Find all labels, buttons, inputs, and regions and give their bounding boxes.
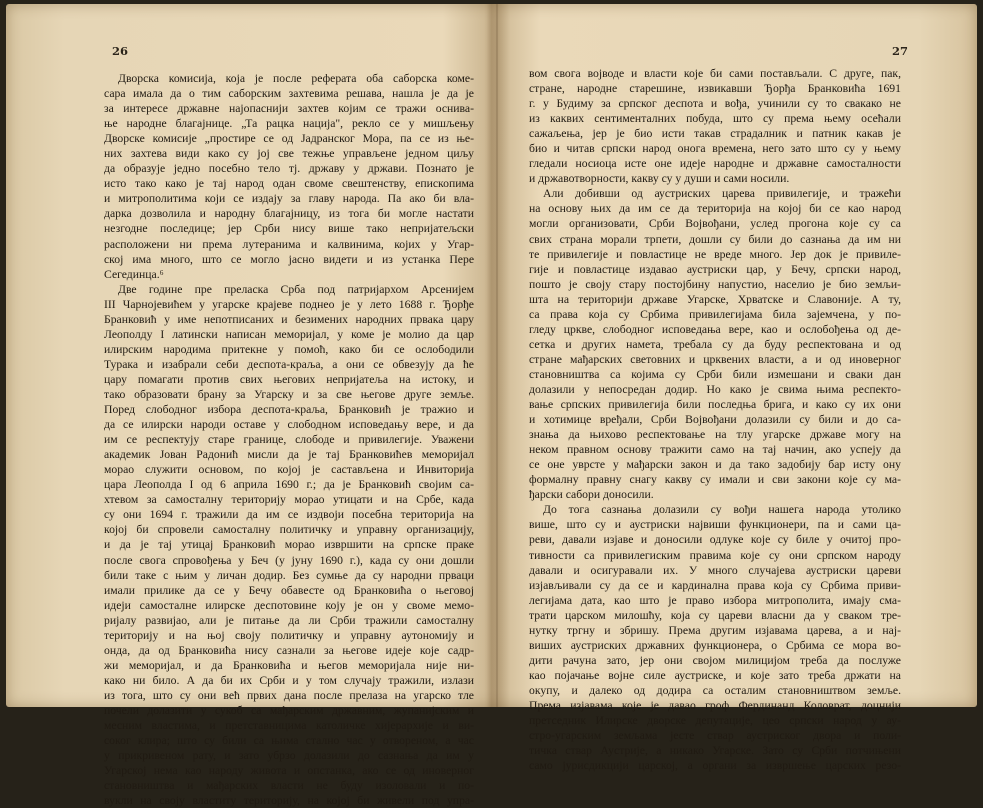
text-line: академик Јован Радонић мисли да је тај Бранковићев меморијал (104, 448, 474, 462)
text-line: Бранковић у име непотписаних и безимених народних првака цару (104, 312, 474, 326)
text-line: ској има много, што се могло јасно видети и из устанка Пере (104, 252, 474, 266)
text-line: као појачање војне силе аустриске, и које зато треба држати на (529, 668, 901, 682)
text-line: знања да њихово респектовање на тлу угарске државе могу на (529, 428, 901, 442)
text-line: Поред слободног избора деспота-краља, Бранковић је тражио и (104, 403, 474, 417)
text-line: само јурисдикцији царској, а органи за извршење царских резо- (529, 759, 901, 773)
text-line: се оне уврсте у мађарски закон и да тако задобију бар исту ону (529, 458, 901, 472)
text-line: соког клира; што су били са њима стално час у отвореном, а час (104, 734, 474, 748)
text-line: нутку тргну и збришу. Према другим изјавама царева, а и нај- (529, 623, 901, 637)
text-line: незгодне последице; јер Срби нису више тако непријатељски (104, 222, 474, 236)
text-line: територију и на њој своју политичку и управну аутономију и (104, 628, 474, 642)
text-line: Дворске комисије „простире се од Јадранског Мора, па се из ње- (104, 132, 474, 146)
left-page-text (104, 71, 474, 808)
text-line: био и читав српски народ онога времена, него зато што су у њему (529, 142, 901, 156)
text-line: До тога сазнања долазили су вођи нашега народа утолико (543, 503, 901, 517)
text-line: вом свога војводе и власти које би сами постављали. С друге, пак, (529, 67, 901, 80)
text-line: тивности са привилегиским правима које су они српском народу (529, 548, 901, 562)
text-line: идеји самосталне илирске деспотовине коју је он у своме мемо- (104, 598, 474, 612)
text-line: после свога спровођења у Беч (у јуну 1690 г.), када су они дошли (104, 553, 474, 567)
text-line: сетка и других намета, требала су да буду респектована и од (529, 337, 901, 351)
text-line: свих страна морали трпети, дошли су били до сазнања да им ни (529, 232, 901, 246)
text-line: дити рачуна зато, јер они својом милицијом треба да послуже (529, 653, 901, 667)
text-line: сара имала да о тим саборским захтевима решава, нашла је да је (104, 87, 474, 101)
text-line: дарка дозволила и народну благајницу, из тога би могле настати (104, 207, 474, 221)
text-line: легијама дата, као што је право избора митрополита, имају сма- (529, 593, 901, 607)
text-line: ње народне благајнице. „Та рацка нација", рекло се у мишљењу (104, 117, 474, 131)
text-line: цара Леополда I од 6 априла 1690 г.; да је Бранковић својим са- (104, 478, 474, 492)
text-line: стране мађарских световних и црквених власти, а и од иноверног (529, 352, 901, 366)
text-line: са права која су Србима привилегијама била зајемчена, у по- (529, 307, 901, 321)
right-page-text (529, 66, 901, 773)
text-line: претседник Илирске дворске депутације, цео српски народ у ау- (529, 714, 901, 728)
text-line: су они 1694 г. тражили да им се издвоји посебна територија на (104, 508, 474, 522)
text-line: стро-угарским земљама јесте ствар аустриског двора и поли- (529, 729, 901, 743)
text-line: да се илирски народи оставе у слободном исповедању вере, и да (104, 418, 474, 432)
text-line: онда, да од Бранковића нису сазнали за његове идеје које садр- (104, 643, 474, 657)
text-line: за интересе државне најопаснији захтев којим се тражи оснива- (104, 102, 474, 116)
text-line: на основу њих да им се да територија на којој би се као народ (529, 202, 901, 216)
text-line: Две године пре преласка Срба под патријархом Арсенијем (118, 282, 474, 296)
text-line: хтевом за самосталну територију морао утицати и на Србе, када (104, 493, 474, 507)
text-line: гије и повластице издавао аустриски цар, у Бечу, српски народ, (529, 262, 901, 276)
text-line: окупу, и далеко од додира са осталим становништвом земље. (529, 683, 901, 697)
text-line: ријалу развијао, али је питање да ли Срби тражили самосталну (104, 613, 474, 627)
text-line: илирским народима притекне у помоћ, како би се ослободили (104, 342, 474, 356)
text-line: Сегединца.⁶ (104, 267, 164, 281)
text-line: могли организовати, Срби Војвођани, услед прогона које су са (529, 217, 901, 231)
text-line: тако образовати брану за Угарску и за све његове друге земље. (104, 387, 474, 401)
text-line: расположени ни према лутеранима и калвинима, којих у Угар- (104, 237, 474, 251)
text-line: трати царском милошћу, која су цареви власни да у сваком тре- (529, 608, 901, 622)
text-line: из тога, што су они већ првих дана после прелаза на угарско тле (104, 688, 474, 702)
text-line: више, што су и аустриски највиши функционери, па и сами ца- (529, 518, 901, 532)
text-line: Турака и изабрали себи деспота-краља, а они се обвезују да ће (104, 357, 474, 371)
text-line: имали прилике да се у Бечу обавесте од Бранковића о његовој (104, 583, 474, 597)
text-line: реви, давали изјаве и доносили одлуке које су биле у очитој про- (529, 533, 901, 547)
text-line: формалну правну снагу какву су имали и сви закони које су ма- (529, 473, 901, 487)
text-line: Угарској нема као народу живота и опстанка, ако се од иноверног (104, 764, 474, 778)
text-line: ђарски сабори доносили. (529, 488, 654, 502)
text-line: и митрополитима који се издају за главу народа. Па ако би вла- (104, 192, 474, 206)
text-line: изјављивали су да се и кардинална права која су Србима приви- (529, 578, 901, 592)
text-line: и државотворности, какву су у души и сами носили. (529, 172, 790, 186)
text-line: неком правном основу тражити само на тај начин, ако успеју да (529, 443, 901, 457)
text-line: у прикривеном рату, и зато убрзо долазили до сазнања да им у (104, 749, 474, 763)
text-line: исто тако како је тај народ одан своме свештенству, епископима (104, 177, 474, 191)
text-line: становништва и мађарских власти не буду изоловали и по- (104, 779, 474, 793)
text-line: и хотимице вређали, Срби Војвођани долазили су били и до са- (529, 413, 901, 427)
text-line: сажаљења, јер је био исти такав страдалник и патник какав је (529, 127, 901, 141)
book-gutter (484, 4, 510, 707)
text-line: г. у Будиму за српског деспота и вођа, учинили су то свакако не (529, 97, 901, 111)
text-line: им се респектују старе границе, слободе и привилегије. Уважени (104, 433, 474, 447)
text-line: давали и осигуравали их. У много случајева аустриски цареви (529, 563, 901, 577)
text-line: из каквих сентименталних побуда, што су према њему осећали (529, 112, 901, 126)
text-line: стране, народне старешине, извикавши Ђорђа Бранковића 1691 (529, 82, 901, 96)
left-page-number: 26 (112, 44, 129, 58)
text-line: почели долазити у сукоб са мађарским државним, жупанијским и (104, 703, 474, 717)
text-line: тичка ствар Аустрије, а никако Угарске. Зато су Срби потчињени (529, 744, 901, 758)
text-line: гледали носиоца исте оне идеје народне и државне самосталности (529, 157, 901, 171)
text-line: становништва са којима су Срби били измешани и сваки дан (529, 367, 901, 381)
text-line: пошто је своју стару постојбину напустио, населио је био земљи- (529, 277, 901, 291)
text-line: гледу цркве, слободног исповедања вере, као и ослобођења од де- (529, 322, 901, 336)
text-line: како ни било. А да би их Срби и у том случају тражили, излази (104, 673, 474, 687)
text-line: вукли на своју властиту територију, на којој би живели под упра- (104, 794, 474, 808)
text-line: да образује једно посебно тело тј. државу у држави. Познато је (104, 162, 474, 176)
text-line: месним властима, и претставницима католичке хијерархије и ви- (104, 719, 474, 733)
text-line: Леополду I латински написан меморијал, у коме је молио да цар (104, 327, 474, 341)
text-line: шта на територији државе Угарске, Хрватске и Славоније. А ту, (529, 292, 901, 306)
text-line: Дворска комисија, која је после реферата оба саборска коме- (118, 72, 474, 85)
text-line: жи меморијал, и да Бранковића и његов меморијала није ни- (104, 658, 474, 672)
text-line: и да је тај утицај Бранковић морао извршити на српске праке (104, 538, 474, 552)
text-line: III Чарнојевићем у угарске крајеве поднео је у лето 1688 г. Ђорђе (104, 297, 474, 311)
text-line: вање српских привилегија били последња брига, и како су их они (529, 398, 901, 412)
text-line: били таке с њим у личан додир. Без сумње да су народни прваци (104, 568, 474, 582)
text-line: морао служити основом, по којој је састављена и Инвиторија (104, 463, 474, 477)
text-line: Према изјавама које је давао гроф Фердинанд Коловрат, доцнији (529, 698, 901, 712)
right-page-number: 27 (892, 44, 909, 58)
text-line: којој би спровели самосталну политичку и управну организацију, (104, 523, 474, 537)
text-line: долазили у непосредан додир. Но како је свима њима респекто- (529, 382, 901, 396)
text-line: Али добивши од аустриских царева привилегије, и тражећи (543, 187, 901, 201)
text-line: них захтева види како су јој све тежње управљене једном циљу (104, 147, 474, 161)
text-line: виших аустриских државних функционера, о Србима се мора во- (529, 638, 901, 652)
text-line: цару помагати против свих његових непријатеља на истоку, и (104, 372, 474, 386)
text-line: те привилегије и повластице не вреде много. Јер док је привиле- (529, 247, 901, 261)
